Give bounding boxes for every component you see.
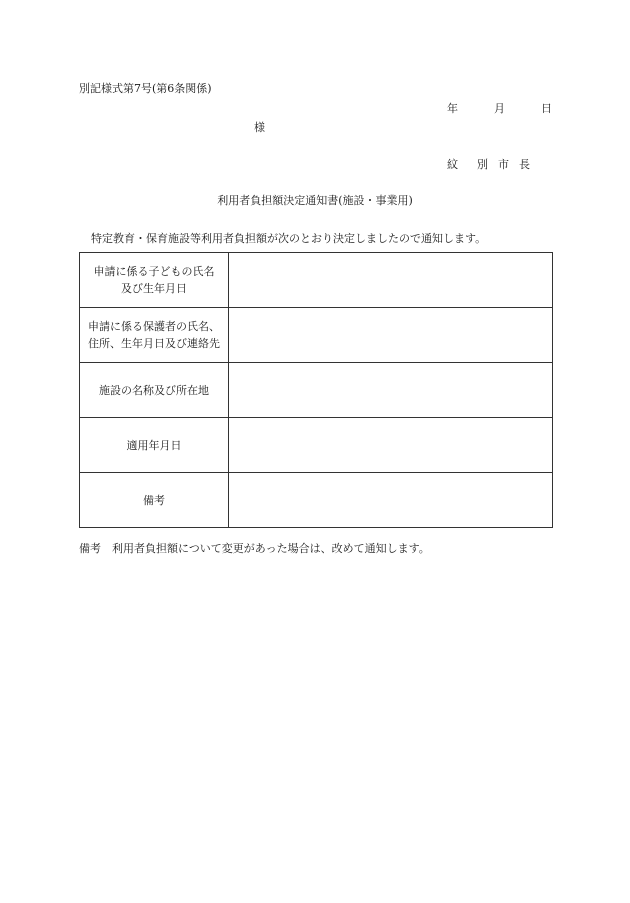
issuer (447, 156, 557, 170)
row-label-effective-date (80, 418, 229, 473)
table-row (80, 253, 553, 308)
table-row (80, 418, 553, 473)
info-table (79, 252, 553, 528)
table-row (80, 473, 553, 528)
date-day-label: 日 (541, 102, 552, 115)
document-title: 利用者負担額決定通知書(施設・事業用) (217, 194, 413, 207)
row-value-effective-date[interactable] (229, 418, 553, 473)
remarks-text: 備考 利用者負担額について変更があった場合は、改めて通知します。 (79, 542, 430, 555)
label-line: 適用年月日 (126, 438, 182, 452)
issuer-char: 別 (477, 158, 488, 171)
row-value-guardian[interactable] (229, 308, 553, 363)
row-value-notes[interactable] (229, 473, 553, 528)
issuer-char: 市 (498, 158, 509, 171)
label-line: 住所、生年月日及び連絡先 (88, 337, 220, 350)
intro-text: 特定教育・保育施設等利用者負担額が次のとおり決定しましたので通知します。 (91, 232, 487, 245)
label-line: 施設の名称及び所在地 (99, 383, 209, 397)
row-value-child[interactable] (229, 253, 553, 308)
label-line: 備考 (143, 493, 165, 507)
form-number: 別記様式第7号(第6条関係) (79, 82, 212, 95)
date-year-label: 年 (447, 102, 458, 115)
date-line (447, 100, 557, 114)
date-month-label: 月 (494, 102, 505, 115)
table-row (80, 308, 553, 363)
label-line: 及び生年月日 (121, 282, 187, 295)
issuer-char: 長 (519, 158, 530, 171)
issuer-char: 紋 (447, 158, 458, 171)
row-label-guardian (80, 308, 229, 363)
row-label-facility (80, 363, 229, 418)
addressee-suffix: 様 (254, 121, 265, 134)
table-row (80, 363, 553, 418)
row-value-facility[interactable] (229, 363, 553, 418)
row-label-notes (80, 473, 229, 528)
label-line: 申請に係る保護者の氏名、 (88, 320, 220, 333)
label-line: 申請に係る子どもの氏名 (93, 265, 215, 278)
row-label-child (80, 253, 229, 308)
